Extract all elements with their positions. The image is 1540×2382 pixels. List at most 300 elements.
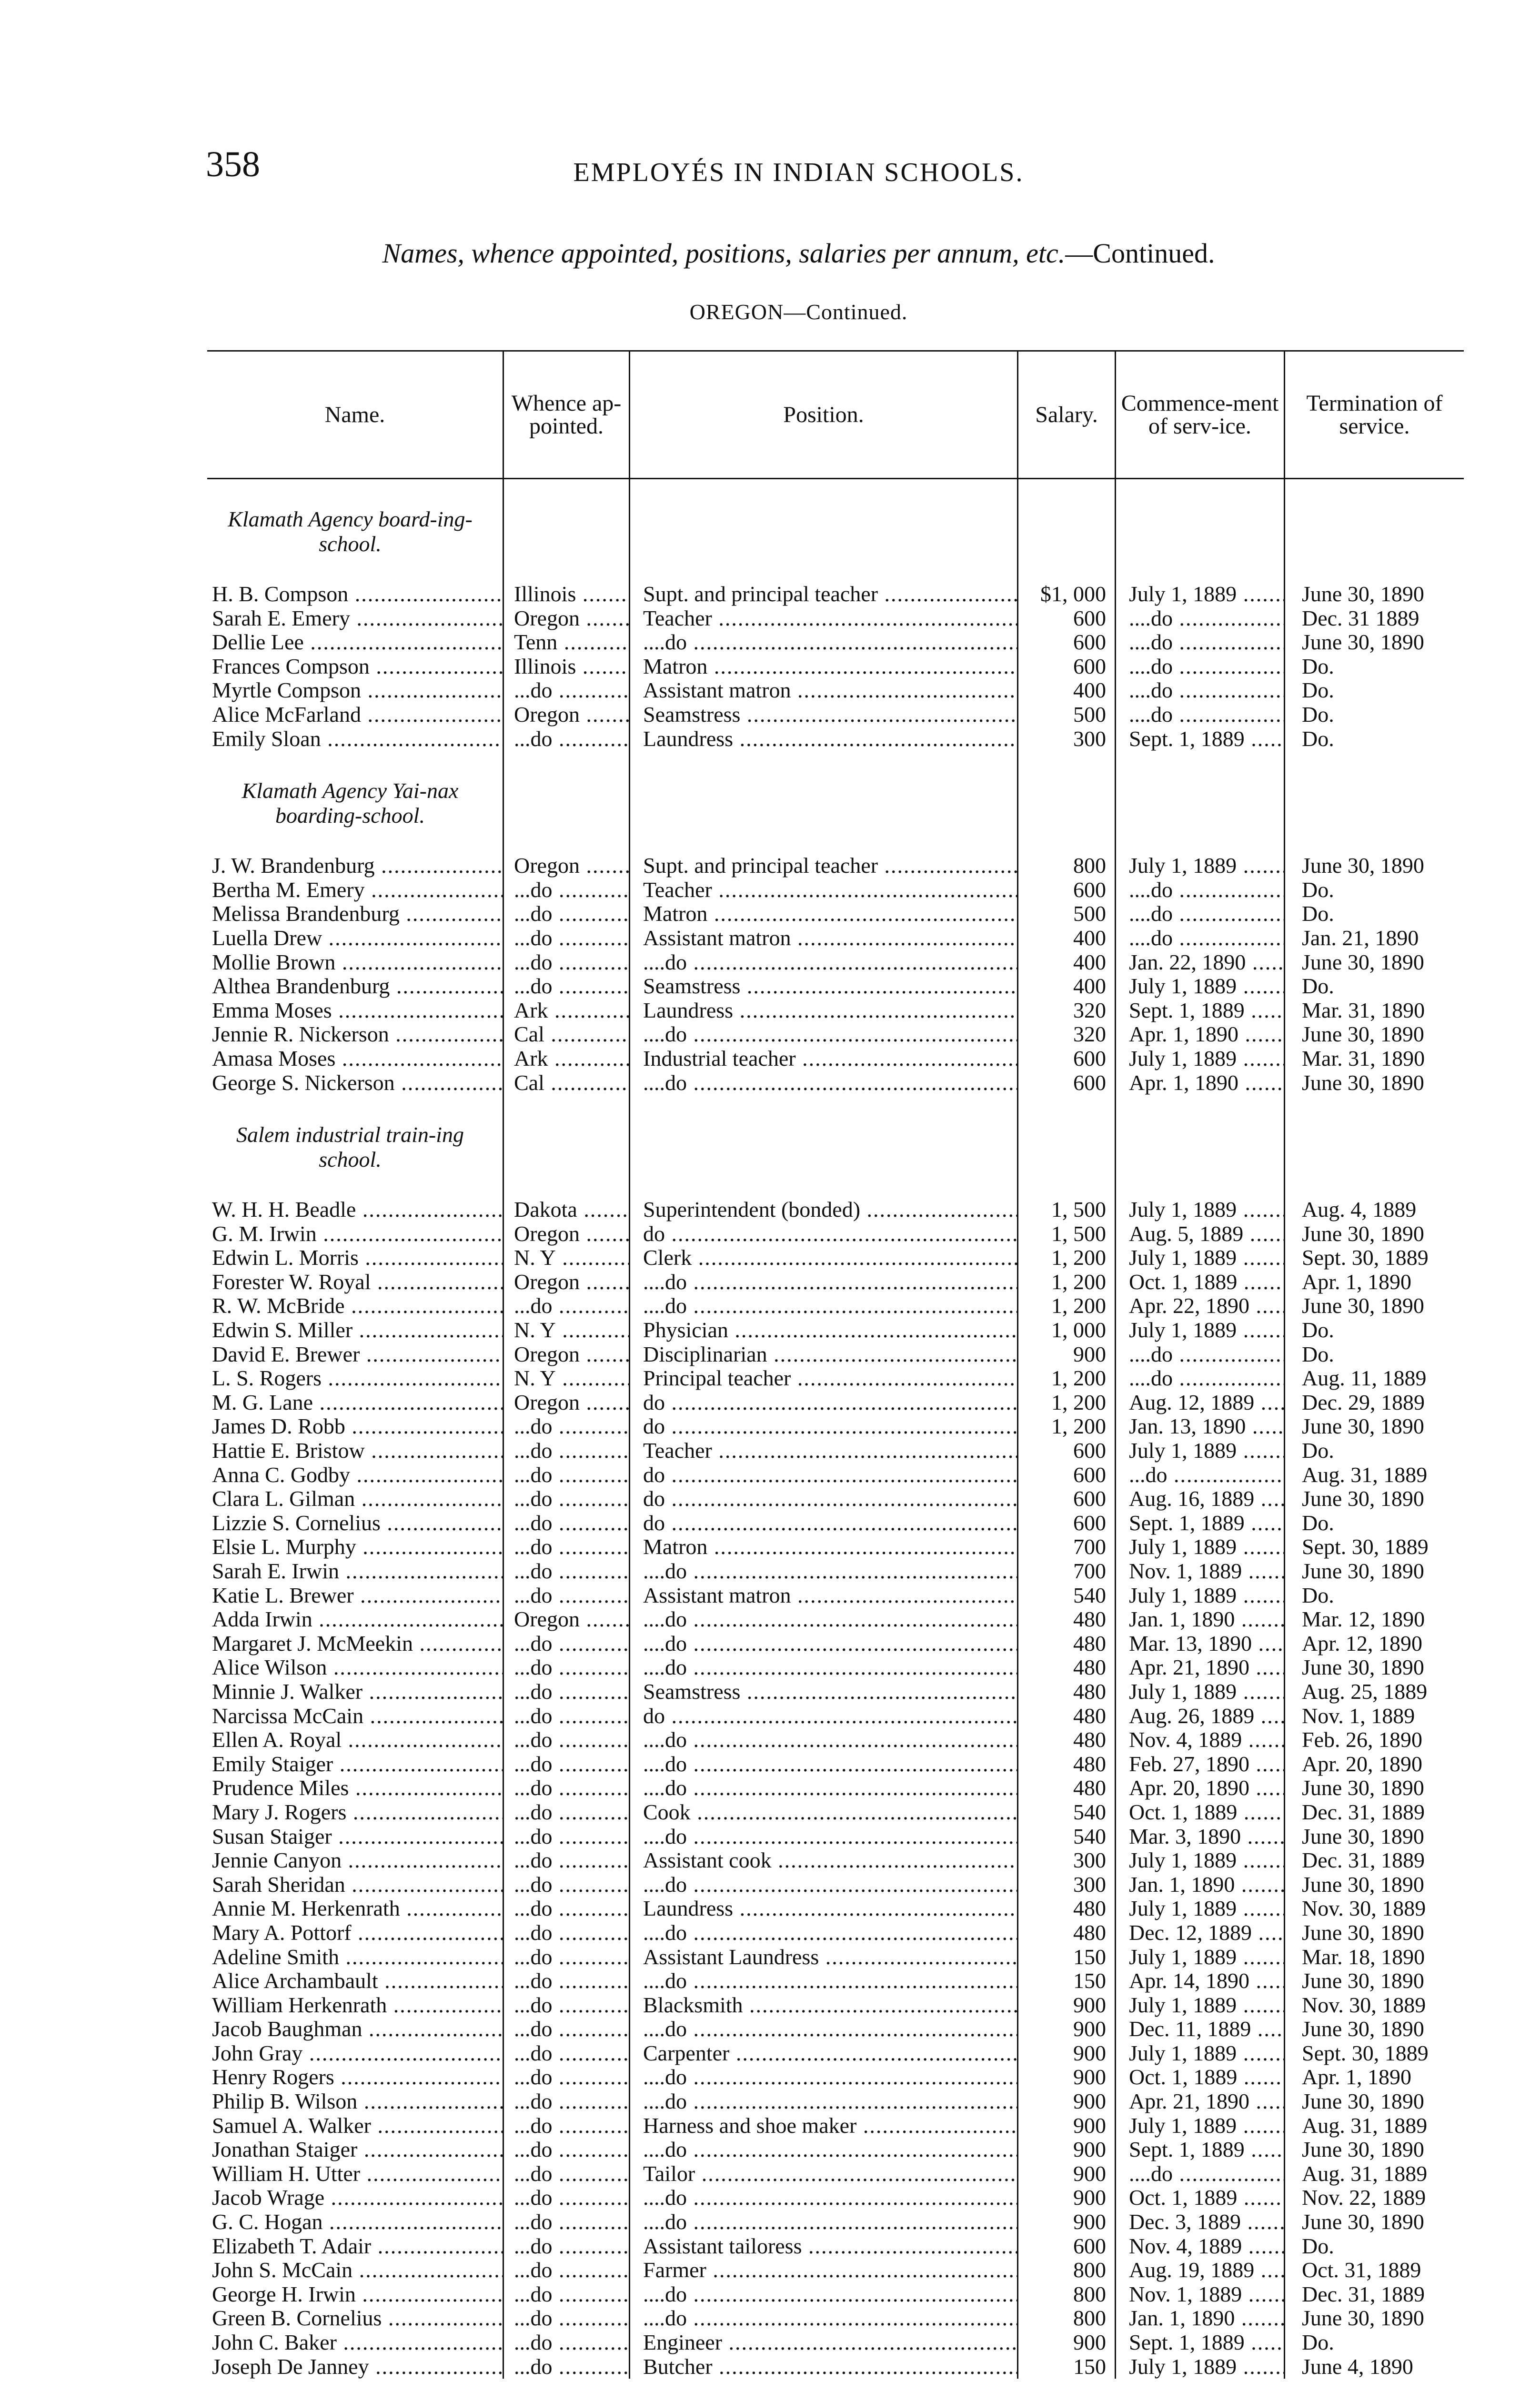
column-header-salary: Salary. <box>1017 352 1115 478</box>
cell-commencement <box>1115 878 1284 902</box>
cell-salary <box>1017 1439 1115 1463</box>
cell-commencement-text: July 1, 1889 ..... <box>1129 1318 1284 1342</box>
cell-commencement <box>1115 1800 1284 1825</box>
cell-name-text: Margaret J. McMeekin ..... <box>212 1632 503 1655</box>
cell-whence-text: ...do ..... <box>514 1463 629 1487</box>
cell-name <box>207 2017 503 2041</box>
cell-salary-text: 900 <box>1073 2161 1106 2186</box>
cell-whence <box>503 1198 629 1222</box>
cell-position-text: ....do ..... <box>643 1728 1017 1752</box>
table-row <box>207 1825 1464 1849</box>
cell-termination <box>1284 703 1464 727</box>
cell-termination-text: Aug. 31, 1889 <box>1302 2113 1428 2138</box>
column-header-commencement: Commence-ment of serv-ice. <box>1115 352 1284 478</box>
cell-commencement-text: July 1, 1889 ..... <box>1129 1945 1284 1969</box>
cell-name-text: Susan Staiger ..... <box>212 1825 503 1848</box>
cell-commencement-text: Dec. 3, 1889 ..... <box>1129 2210 1284 2234</box>
cell-salary <box>1017 2234 1115 2259</box>
cell-position-text: Assistant matron ..... <box>643 1584 1017 1607</box>
cell-whence <box>503 2186 629 2210</box>
cell-whence <box>503 1584 629 1608</box>
cell-name-text: Alice McFarland ..... <box>212 703 503 727</box>
cell-position <box>629 1704 1017 1728</box>
cell-termination <box>1284 1704 1464 1728</box>
cell-salary <box>1017 606 1115 631</box>
cell-whence <box>503 1487 629 1511</box>
cell-salary <box>1017 1800 1115 1825</box>
cell-whence-text: ...do ..... <box>514 950 629 974</box>
cell-name-text: Emma Moses ..... <box>212 999 503 1022</box>
cell-commencement-text: Sept. 1, 1889 ..... <box>1129 2331 1284 2354</box>
cell-salary <box>1017 1222 1115 1246</box>
column-rule <box>1017 479 1018 2379</box>
cell-commencement-text: July 1, 1889 ..... <box>1129 1848 1284 1872</box>
cell-name <box>207 1752 503 1776</box>
cell-whence <box>503 2065 629 2089</box>
cell-name <box>207 2065 503 2089</box>
cell-name-text: Jennie R. Nickerson ..... <box>212 1022 503 1046</box>
cell-commencement-text: ....do ..... <box>1129 630 1284 654</box>
cell-termination <box>1284 1366 1464 1391</box>
cell-termination-text: Mar. 12, 1890 <box>1302 1607 1425 1632</box>
cell-salary-text: 1, 200 <box>1051 1270 1106 1294</box>
cell-salary-text: 900 <box>1073 2089 1106 2114</box>
cell-name-text: Mollie Brown ..... <box>212 950 503 974</box>
cell-commencement-text: Apr. 1, 1890 ..... <box>1129 1071 1284 1095</box>
cell-whence <box>503 974 629 999</box>
cell-name-text: John Gray ..... <box>212 2041 503 2065</box>
cell-whence-text: Ark ..... <box>514 999 629 1022</box>
cell-position-text: Seamstress ..... <box>643 1680 1017 1704</box>
cell-salary-text: 900 <box>1073 1993 1106 2017</box>
cell-termination <box>1284 1535 1464 1559</box>
cell-name-text: Adeline Smith ..... <box>212 1945 503 1969</box>
cell-whence-text: ...do ..... <box>514 2089 629 2113</box>
cell-termination-text: June 30, 1890 <box>1302 2089 1424 2114</box>
cell-position <box>629 1993 1017 2018</box>
cell-commencement <box>1115 1752 1284 1776</box>
cell-position-text: Disciplinarian ..... <box>643 1342 1017 1366</box>
cell-termination-text: June 30, 1890 <box>1302 950 1424 974</box>
cell-whence-text: Oregon ..... <box>514 1222 629 1246</box>
cell-commencement-text: July 1, 1889 ..... <box>1129 1535 1284 1559</box>
cell-commencement-text: Nov. 1, 1889 ..... <box>1129 1559 1284 1583</box>
cell-name-text: Minnie J. Walker ..... <box>212 1680 503 1704</box>
cell-salary-text: 1, 200 <box>1051 1366 1106 1391</box>
cell-salary-text: 480 <box>1073 1704 1106 1728</box>
cell-position-text: ....do ..... <box>643 1655 1017 1679</box>
cell-salary <box>1017 1655 1115 1680</box>
cell-name-text: George H. Irwin ..... <box>212 2282 503 2306</box>
cell-salary-text: 150 <box>1073 2354 1106 2379</box>
cell-salary-text: 900 <box>1073 2017 1106 2041</box>
cell-name-text: Anna C. Godby ..... <box>212 1463 503 1487</box>
table-row <box>207 630 1464 655</box>
cell-termination-text: June 30, 1890 <box>1302 1414 1424 1439</box>
cell-name <box>207 926 503 950</box>
cell-termination-text: June 30, 1890 <box>1302 1221 1424 1246</box>
cell-termination-text: June 30, 1890 <box>1302 1824 1424 1848</box>
cell-commencement-text: July 1, 1889 ..... <box>1129 1439 1284 1463</box>
cell-salary-text: 600 <box>1073 1511 1106 1535</box>
cell-termination-text: Apr. 12, 1890 <box>1302 1631 1422 1655</box>
cell-position-text: do ..... <box>643 1704 1017 1728</box>
cell-position <box>629 1294 1017 1318</box>
cell-whence-text: Oregon ..... <box>514 1270 629 1294</box>
cell-termination <box>1284 1897 1464 1921</box>
cell-termination <box>1284 2234 1464 2259</box>
cell-name-text: David E. Brewer ..... <box>212 1342 503 1366</box>
cell-position <box>629 2355 1017 2379</box>
section-title: Klamath Agency board-ing-school. <box>228 507 473 556</box>
cell-commencement-text: Aug. 12, 1889 ..... <box>1129 1391 1284 1414</box>
cell-termination-text: Do. <box>1302 1583 1334 1607</box>
table-row <box>207 2065 1464 2089</box>
cell-position-text: Seamstress ..... <box>643 703 1017 727</box>
cell-salary <box>1017 1246 1115 1270</box>
cell-name-text: Melissa Brandenburg ..... <box>212 902 503 926</box>
cell-position <box>629 1535 1017 1559</box>
table-subtitle <box>0 237 1540 269</box>
cell-position-text: do ..... <box>643 1391 1017 1414</box>
cell-whence <box>503 1728 629 1752</box>
cell-termination <box>1284 606 1464 631</box>
cell-name-text: Emily Sloan ..... <box>212 727 503 751</box>
cell-whence <box>503 2041 629 2066</box>
cell-commencement <box>1115 1391 1284 1415</box>
cell-whence-text: ...do ..... <box>514 1873 629 1897</box>
cell-whence-text: ...do ..... <box>514 1921 629 1945</box>
table-row <box>207 1921 1464 1945</box>
cell-termination <box>1284 655 1464 679</box>
cell-whence <box>503 2282 629 2307</box>
cell-termination <box>1284 1680 1464 1704</box>
cell-commencement-text: Jan. 13, 1890 ..... <box>1129 1414 1284 1438</box>
cell-position <box>629 2138 1017 2162</box>
cell-commencement <box>1115 727 1284 751</box>
cell-whence-text: N. Y ..... <box>514 1318 629 1342</box>
cell-commencement-text: ....do ..... <box>1129 2162 1284 2186</box>
cell-commencement <box>1115 1047 1284 1071</box>
cell-salary <box>1017 1607 1115 1632</box>
cell-salary <box>1017 1873 1115 1897</box>
cell-salary <box>1017 678 1115 703</box>
cell-commencement-text: ....do ..... <box>1129 902 1284 926</box>
table-row <box>207 582 1464 606</box>
cell-name <box>207 2355 503 2379</box>
cell-commencement-text: July 1, 1889 ..... <box>1129 1584 1284 1607</box>
cell-whence <box>503 1391 629 1415</box>
table-row <box>207 974 1464 999</box>
cell-commencement <box>1115 678 1284 703</box>
cell-commencement <box>1115 1535 1284 1559</box>
cell-termination-text: Dec. 31, 1889 <box>1302 1800 1425 1824</box>
cell-termination-text: Do. <box>1302 654 1334 678</box>
cell-position <box>629 630 1017 655</box>
cell-salary-text: 480 <box>1073 1776 1106 1800</box>
cell-position-text: ....do ..... <box>643 2186 1017 2210</box>
cell-whence <box>503 1945 629 1969</box>
cell-termination <box>1284 1993 1464 2018</box>
cell-commencement-text: Aug. 16, 1889 ..... <box>1129 1487 1284 1511</box>
cell-whence <box>503 703 629 727</box>
cell-whence-text: Oregon ..... <box>514 1607 629 1631</box>
cell-name-text: Prudence Miles ..... <box>212 1776 503 1800</box>
cell-salary <box>1017 854 1115 878</box>
cell-name-text: John S. McCain ..... <box>212 2258 503 2282</box>
cell-termination <box>1284 630 1464 655</box>
cell-name <box>207 950 503 975</box>
cell-position-text: Supt. and principal teacher ..... <box>643 854 1017 878</box>
cell-termination-text: June 30, 1890 <box>1302 854 1424 878</box>
cell-whence <box>503 854 629 878</box>
cell-whence-text: ...do ..... <box>514 2258 629 2282</box>
cell-salary-text: 1, 500 <box>1051 1221 1106 1246</box>
cell-commencement-text: ....do ..... <box>1129 703 1284 727</box>
cell-position-text: Carpenter ..... <box>643 2041 1017 2065</box>
cell-commencement-text: ....do ..... <box>1129 926 1284 950</box>
cell-salary-text: 1, 500 <box>1051 1198 1106 1222</box>
cell-termination-text: Aug. 4, 1889 <box>1302 1198 1417 1222</box>
table-row <box>207 1439 1464 1463</box>
cell-salary-text: 800 <box>1073 854 1106 878</box>
table-row <box>207 1584 1464 1608</box>
cell-whence <box>503 1222 629 1246</box>
cell-whence-text: ...do ..... <box>514 2065 629 2089</box>
cell-salary-text: 540 <box>1073 1824 1106 1848</box>
cell-commencement-text: Aug. 26, 1889 ..... <box>1129 1704 1284 1728</box>
cell-whence-text: ...do ..... <box>514 2331 629 2354</box>
cell-salary-text: 480 <box>1073 1897 1106 1921</box>
cell-position <box>629 1047 1017 1071</box>
cell-salary-text: 400 <box>1073 974 1106 999</box>
table-row <box>207 2162 1464 2186</box>
cell-termination-text: June 30, 1890 <box>1302 1655 1424 1680</box>
cell-salary <box>1017 2162 1115 2186</box>
cell-commencement-text: July 1, 1889 ..... <box>1129 1993 1284 2017</box>
cell-name-text: Lizzie S. Cornelius ..... <box>212 1511 503 1535</box>
cell-name <box>207 582 503 606</box>
cell-whence <box>503 1897 629 1921</box>
cell-commencement <box>1115 1680 1284 1704</box>
table-row <box>207 2114 1464 2138</box>
cell-name <box>207 1022 503 1047</box>
cell-name <box>207 2258 503 2282</box>
cell-termination-text: June 30, 1890 <box>1302 1969 1424 1993</box>
cell-name-text: Alice Wilson ..... <box>212 1655 503 1679</box>
cell-salary <box>1017 1342 1115 1367</box>
cell-name-text: Narcissa McCain ..... <box>212 1704 503 1728</box>
table-row <box>207 2258 1464 2282</box>
cell-name-text: William Herkenrath ..... <box>212 1993 503 2017</box>
cell-whence <box>503 1071 629 1095</box>
cell-termination <box>1284 1198 1464 1222</box>
cell-position-text: ....do ..... <box>643 2210 1017 2234</box>
cell-termination <box>1284 2186 1464 2210</box>
table-row <box>207 854 1464 878</box>
cell-position <box>629 854 1017 878</box>
cell-position <box>629 1439 1017 1463</box>
cell-name <box>207 1800 503 1825</box>
cell-whence-text: Oregon ..... <box>514 1342 629 1366</box>
cell-name-text: Sarah E. Irwin ..... <box>212 1559 503 1583</box>
table-row <box>207 2210 1464 2234</box>
cell-salary <box>1017 703 1115 727</box>
cell-salary-text: $1, 000 <box>1040 582 1106 606</box>
cell-salary-text: 480 <box>1073 1679 1106 1704</box>
cell-commencement-text: Dec. 12, 1889 ..... <box>1129 1921 1284 1945</box>
cell-salary-text: 1, 200 <box>1051 1246 1106 1270</box>
cell-commencement <box>1115 1294 1284 1318</box>
cell-name <box>207 703 503 727</box>
cell-termination-text: Do. <box>1302 974 1334 999</box>
cell-termination <box>1284 2210 1464 2234</box>
cell-salary <box>1017 1022 1115 1047</box>
cell-salary <box>1017 2138 1115 2162</box>
cell-commencement-text: Sept. 1, 1889 ..... <box>1129 727 1284 751</box>
cell-name <box>207 1728 503 1752</box>
cell-termination-text: Dec. 31 1889 <box>1302 606 1419 630</box>
table-row <box>207 2331 1464 2355</box>
cell-name <box>207 630 503 655</box>
cell-whence-text: Oregon ..... <box>514 606 629 630</box>
cell-salary-text: 540 <box>1073 1583 1106 1607</box>
cell-name-text: Alice Archambault ..... <box>212 1969 503 1993</box>
cell-commencement <box>1115 1655 1284 1680</box>
cell-position <box>629 606 1017 631</box>
cell-whence <box>503 999 629 1023</box>
cell-name <box>207 1463 503 1487</box>
cell-termination <box>1284 1776 1464 1800</box>
cell-commencement <box>1115 2258 1284 2282</box>
subtitle-italic: Names, whence appointed, positions, salaries per annum, etc. <box>382 238 1066 269</box>
cell-whence-text: ...do ..... <box>514 2114 629 2138</box>
cell-salary <box>1017 2065 1115 2089</box>
cell-name-text: H. B. Compson ..... <box>212 582 503 606</box>
cell-name-text: Emily Staiger ..... <box>212 1752 503 1776</box>
cell-termination-text: Jan. 21, 1890 <box>1302 926 1419 950</box>
cell-termination-text: Nov. 30, 1889 <box>1302 1897 1426 1921</box>
cell-name-text: Sarah E. Emery ..... <box>212 606 503 630</box>
cell-name <box>207 678 503 703</box>
cell-commencement <box>1115 1632 1284 1656</box>
cell-position-text: do ..... <box>643 1511 1017 1535</box>
cell-commencement <box>1115 2114 1284 2138</box>
cell-termination <box>1284 1728 1464 1752</box>
cell-termination <box>1284 2331 1464 2355</box>
cell-name-text: Frances Compson ..... <box>212 655 503 678</box>
cell-position-text: Blacksmith ..... <box>643 1993 1017 2017</box>
cell-position <box>629 2331 1017 2355</box>
cell-name-text: Edwin S. Miller ..... <box>212 1318 503 1342</box>
cell-commencement <box>1115 1439 1284 1463</box>
cell-salary-text: 480 <box>1073 1752 1106 1776</box>
cell-commencement-text: July 1, 1889 ..... <box>1129 582 1284 606</box>
cell-name <box>207 1632 503 1656</box>
cell-termination <box>1284 1800 1464 1825</box>
cell-termination <box>1284 582 1464 606</box>
cell-whence <box>503 2355 629 2379</box>
cell-salary <box>1017 1825 1115 1849</box>
cell-position <box>629 1222 1017 1246</box>
cell-commencement-text: July 1, 1889 ..... <box>1129 854 1284 878</box>
cell-salary <box>1017 2210 1115 2234</box>
cell-whence-text: ...do ..... <box>514 2210 629 2234</box>
state-heading: OREGON—Continued. <box>689 300 908 324</box>
cell-name-text: Elsie L. Murphy ..... <box>212 1535 503 1559</box>
cell-termination <box>1284 2041 1464 2066</box>
cell-name-text: Edwin L. Morris ..... <box>212 1246 503 1270</box>
table-row <box>207 678 1464 703</box>
cell-termination <box>1284 1071 1464 1095</box>
cell-commencement-text: July 1, 1889 ..... <box>1129 974 1284 998</box>
cell-position <box>629 902 1017 926</box>
cell-termination-text: June 30, 1890 <box>1302 1070 1424 1095</box>
cell-position <box>629 678 1017 703</box>
cell-position-text: ....do ..... <box>643 2089 1017 2113</box>
cell-name <box>207 1584 503 1608</box>
cell-whence-text: ...do ..... <box>514 1897 629 1920</box>
cell-salary-text: 1, 200 <box>1051 1294 1106 1318</box>
cell-whence-text: Oregon ..... <box>514 1391 629 1414</box>
column-header-name: Name. <box>324 402 385 427</box>
table-row <box>207 1294 1464 1318</box>
table-row <box>207 1391 1464 1415</box>
cell-commencement <box>1115 1246 1284 1270</box>
cell-position <box>629 1632 1017 1656</box>
cell-commencement-text: ....do ..... <box>1129 878 1284 902</box>
cell-salary <box>1017 950 1115 975</box>
cell-position-text: do ..... <box>643 1414 1017 1438</box>
cell-position <box>629 1945 1017 1969</box>
cell-salary-text: 600 <box>1073 878 1106 902</box>
cell-salary <box>1017 2282 1115 2307</box>
cell-name <box>207 1655 503 1680</box>
table-row <box>207 1632 1464 1656</box>
table-row <box>207 606 1464 631</box>
cell-termination <box>1284 678 1464 703</box>
cell-position-text: Engineer ..... <box>643 2331 1017 2354</box>
cell-salary <box>1017 1704 1115 1728</box>
column-header-position: Position. <box>629 352 1017 478</box>
cell-whence-text: ...do ..... <box>514 1680 629 1704</box>
cell-salary-text: 300 <box>1073 727 1106 751</box>
table-row <box>207 1414 1464 1439</box>
cell-whence <box>503 2138 629 2162</box>
cell-commencement <box>1115 1198 1284 1222</box>
cell-termination <box>1284 902 1464 926</box>
cell-salary-text: 480 <box>1073 1920 1106 1945</box>
cell-whence-text: ...do ..... <box>514 974 629 998</box>
cell-position-text: Teacher ..... <box>643 606 1017 630</box>
cell-position <box>629 1607 1017 1632</box>
cell-salary-text: 540 <box>1073 1800 1106 1824</box>
cell-position <box>629 1270 1017 1294</box>
cell-termination-text: Dec. 31, 1889 <box>1302 2282 1425 2306</box>
cell-termination-text: Do. <box>1302 1318 1334 1342</box>
cell-salary <box>1017 727 1115 751</box>
cell-position-text: ....do ..... <box>643 2306 1017 2330</box>
cell-name <box>207 1969 503 1993</box>
cell-commencement-text: Apr. 22, 1890 ..... <box>1129 1294 1284 1318</box>
cell-name <box>207 902 503 926</box>
cell-position-text: ....do ..... <box>643 630 1017 654</box>
cell-commencement <box>1115 1270 1284 1294</box>
cell-position <box>629 1318 1017 1342</box>
column-rule <box>1284 479 1285 2379</box>
cell-commencement <box>1115 1511 1284 1535</box>
cell-name <box>207 2162 503 2186</box>
